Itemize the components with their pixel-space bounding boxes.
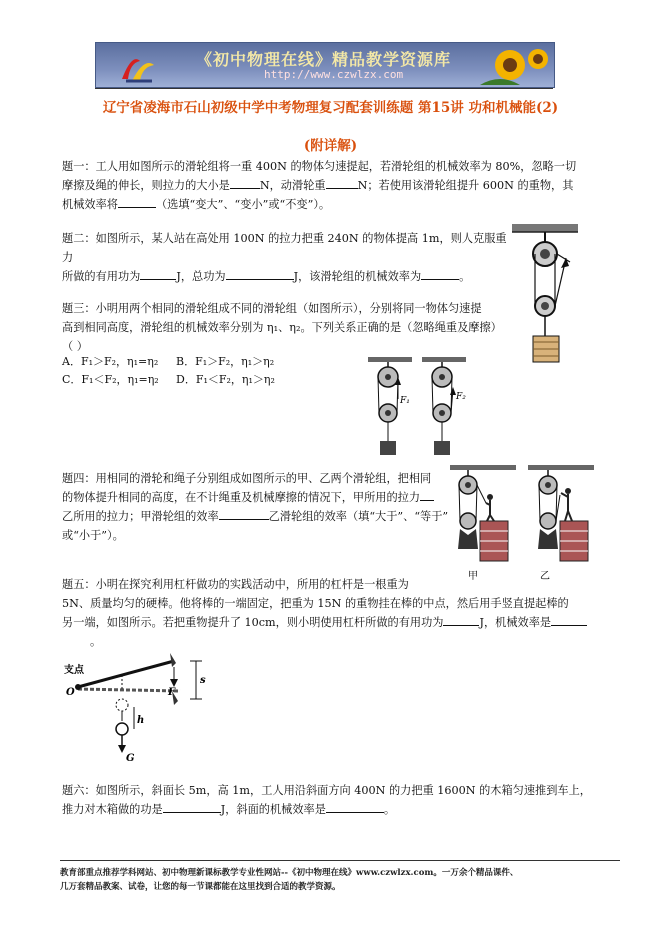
question-3 (62, 299, 512, 356)
q3-option-a[interactable]: A．F₁＞F₂，η₁=η₂ (62, 355, 159, 368)
q5-label-f: F (168, 687, 176, 698)
document-title: 辽宁省凌海市石山初级中学中考物理复习配套训练题 第15讲 功和机械能(2) (102, 100, 559, 116)
q5-lever-figure (62, 651, 222, 763)
q1-line2: 摩擦及绳的伸长，则拉力的大小是 N，动滑轮重 N；若使用该滑轮组提升 600N 的重物，其 (62, 179, 574, 192)
q1-blank-pulley-weight[interactable] (326, 177, 358, 189)
q5-label-pivot: 支点 (64, 665, 84, 676)
site-banner (95, 42, 555, 88)
q2-blank-total-work[interactable] (226, 268, 294, 280)
q1-line1: 题一：工人用如图所示的滑轮组将一重 400N 的物体匀速提起，若滑轮组的机械效率为 80%，忽略一切 (62, 160, 577, 173)
q6-blank-efficiency[interactable] (326, 801, 384, 813)
footer-line-2: 几万套精品教案、试卷，让您的每一节课都能在这里找到合适的教学资源。 (60, 882, 341, 892)
q5-label-s: s (200, 675, 206, 686)
site-logo (118, 49, 158, 83)
banner-title: 《初中物理在线》精品教学资源库 (196, 50, 452, 69)
q4-label-jia: 甲 (468, 571, 478, 582)
question-1 (62, 157, 622, 214)
q2-blank-efficiency[interactable] (421, 268, 459, 280)
q3-pulleys-figure (366, 355, 470, 461)
q3-option-c[interactable]: C．F₁＜F₂，η₁=η₂ (62, 373, 159, 386)
document-subtitle: (附详解) (303, 138, 358, 154)
q2-pulley-figure (508, 222, 582, 366)
q5-blank-efficiency[interactable] (551, 614, 587, 626)
q5-blank-useful-work[interactable] (443, 614, 479, 626)
question-5 (62, 575, 622, 651)
footer-line-1: 教育部重点推荐学科网站、初中物理新课标教学专业性网站--《初中物理在线》www.czwlzx.com。一万余个精品课件、 (60, 868, 519, 878)
question-6 (62, 781, 642, 819)
q2-blank-useful-work[interactable] (140, 268, 176, 280)
q5-line1: 题五：小明在探究利用杠杆做功的实践活动中，所用的杠杆是一根重为 (62, 578, 409, 591)
q3-line3: （ ） (62, 340, 88, 353)
page-footer (60, 866, 620, 894)
q4-label-yi: 乙 (540, 571, 550, 582)
q3-option-d[interactable]: D．F₁＜F₂，η₁＞η₂ (176, 373, 275, 386)
banner-url[interactable]: http://www.czwlzx.com (264, 68, 404, 81)
q2-line1: 题二：如图所示，某人站在高处用 100N 的拉力把重 240N 的物体提高 1m，则人克服重力 (62, 232, 507, 264)
q3-line2: 高到相同高度，滑轮组的机械效率分别为 η₁、η₂。下列关系正确的是（忽略绳重及摩擦） (62, 321, 502, 334)
q5-label-g: G (126, 753, 135, 763)
question-2 (62, 229, 512, 286)
q3-label-f2: F₂ (456, 392, 466, 402)
q3-label-f1: F₁ (400, 396, 410, 406)
sunflower-image (480, 45, 550, 85)
q5-label-o: O (66, 687, 75, 698)
q4-blank-efficiency[interactable] (219, 508, 269, 520)
question-4 (62, 469, 452, 545)
q4-line3: 乙所用的拉力；甲滑轮组的效率 乙滑轮组的效率（填“大于”、“等于” (62, 510, 449, 523)
q6-line2: 推力对木箱做的功是 J，斜面的机械效率是 。 (62, 803, 396, 816)
q5-line2: 5N、质量均匀的硬棒。他将棒的一端固定，把重为 15N 的重物挂在棒的中点，然后用手竖直提起棒的 (62, 597, 569, 610)
q4-line4: 或“小于”）。 (62, 529, 124, 542)
q5-line3: 另一端，如图所示。若把重物提升了 10cm，则小明使用杠杆所做的有用功为 J，机械效率是 (62, 613, 622, 632)
q4-line1: 题四：用相同的滑轮和绳子分别组成如图所示的甲、乙两个滑轮组，把相同 (62, 472, 432, 485)
footer-rule (60, 860, 620, 861)
q4-blank-force[interactable] (420, 489, 434, 501)
q5-line4: 。 (90, 635, 102, 648)
q1-blank-force[interactable] (230, 177, 260, 189)
header-rule (95, 88, 553, 89)
q4-pulleys-figure (448, 463, 596, 585)
q5-label-h: h (137, 715, 145, 726)
q6-blank-work[interactable] (163, 801, 221, 813)
q3-line1: 题三：小明用两个相同的滑轮组成不同的滑轮组（如图所示），分别将同一物体匀速提 (62, 302, 482, 315)
q3-option-b[interactable]: B．F₁＞F₂，η₁＞η₂ (176, 355, 275, 368)
q6-line1: 题六：如图所示，斜面长 5m，高 1m，工人用沿斜面方向 400N 的力把重 1600N 的木箱匀速推到车上， (62, 784, 591, 797)
q4-line2: 的物体提升相同的高度，在不计绳重及机械摩擦的情况下，甲所用的拉力 (62, 488, 452, 507)
q2-line2: 所做的有用功为 J，总功为 J，该滑轮组的机械效率为 。 (62, 270, 471, 283)
q1-blank-efficiency[interactable] (118, 196, 156, 208)
q1-line3: 机械效率将 （选填“变大”、“变小”或“不变”）。 (62, 198, 331, 211)
